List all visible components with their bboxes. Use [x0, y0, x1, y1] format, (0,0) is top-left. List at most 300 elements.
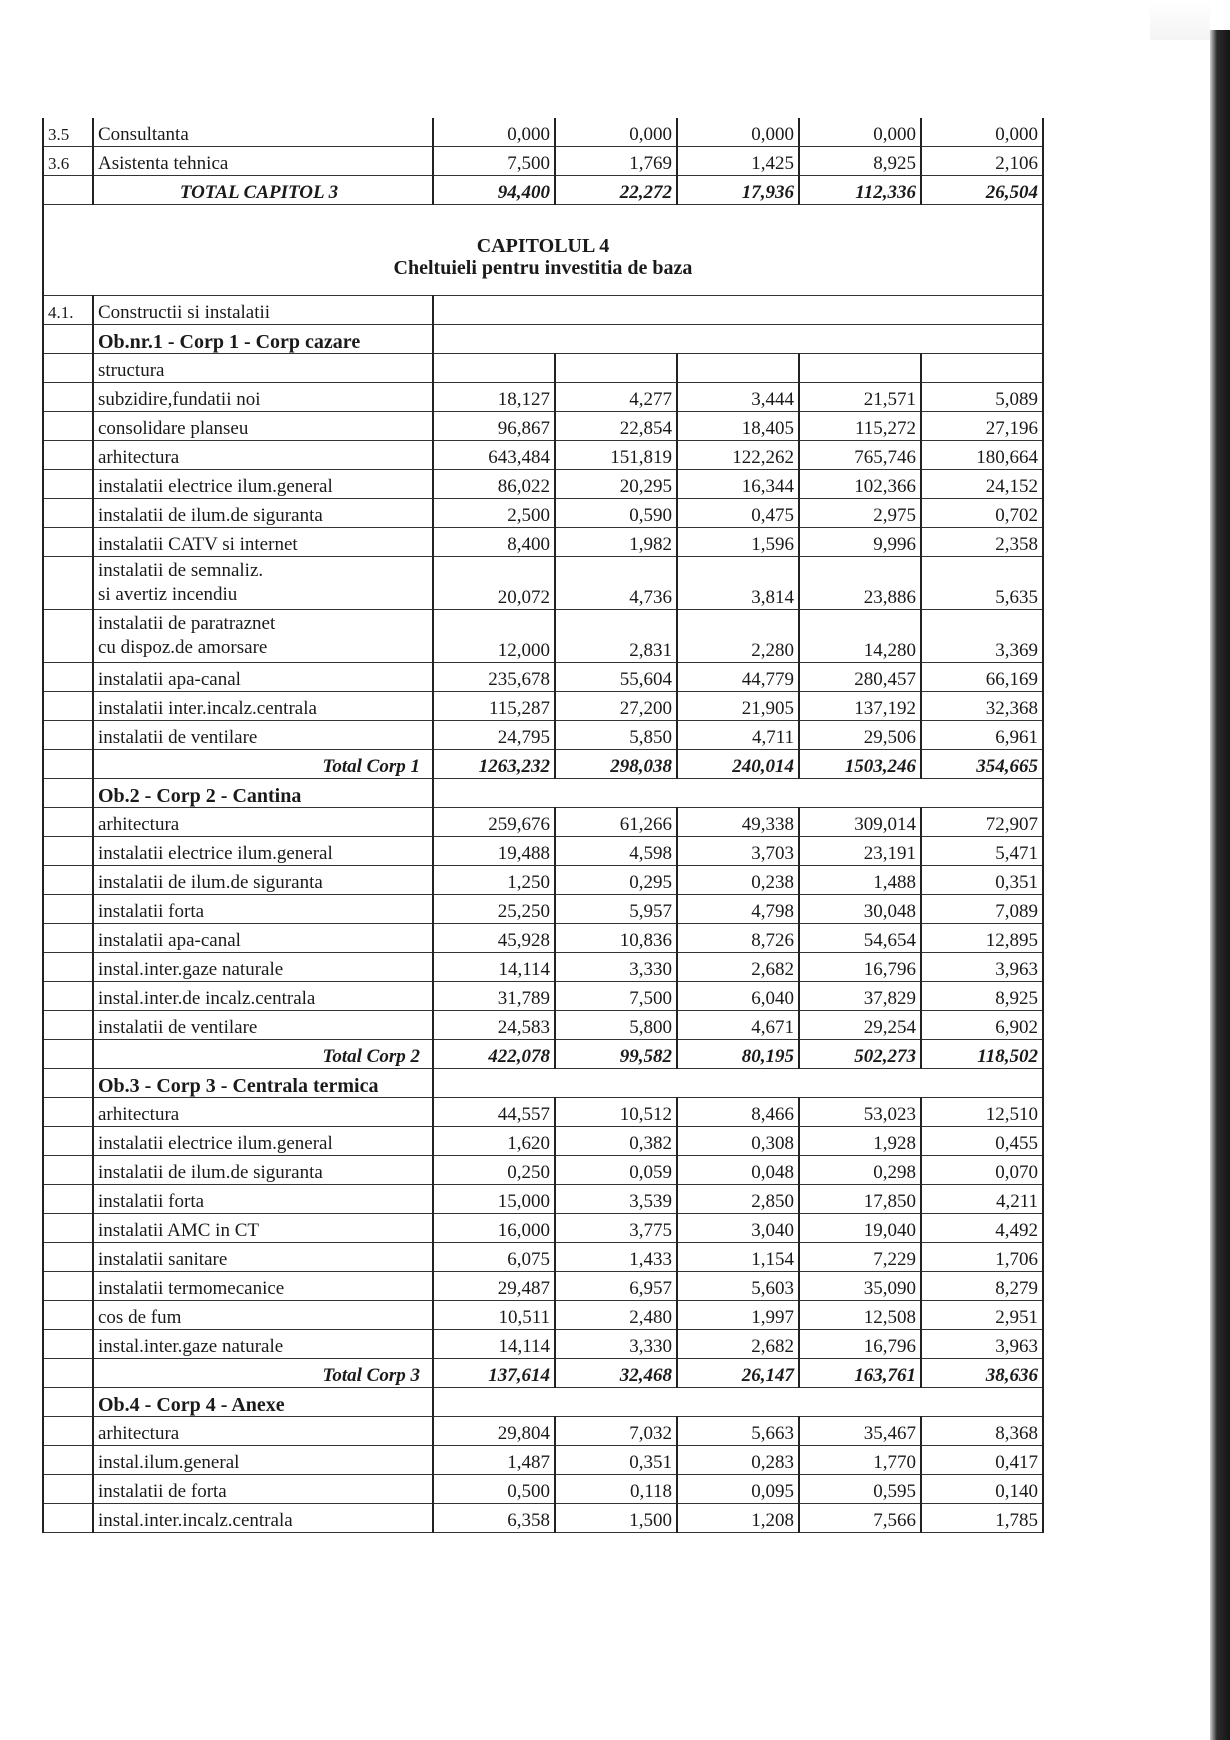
value-cell: 1,620	[433, 1127, 555, 1156]
value-cell: 1,208	[677, 1504, 799, 1533]
row-number	[43, 750, 93, 779]
row-description: instalatii CATV si internet	[93, 528, 433, 557]
row-description: instalatii AMC in CT	[93, 1214, 433, 1243]
table-row	[43, 1127, 1043, 1156]
table-row	[43, 1156, 1043, 1185]
table-row	[43, 953, 1043, 982]
value-cell: 1,433	[555, 1243, 677, 1272]
row-number	[43, 1446, 93, 1475]
value-cell: 8,726	[677, 924, 799, 953]
table-row	[43, 692, 1043, 721]
row-description: instalatii termomecanice	[93, 1272, 433, 1301]
row-number	[43, 1214, 93, 1243]
total-row	[43, 1359, 1043, 1388]
row-description: instalatii sanitare	[93, 1243, 433, 1272]
value-cell: 30,048	[799, 895, 921, 924]
row-number	[43, 176, 93, 205]
row-description-line: si avertiz incendiu	[98, 584, 238, 605]
table-row	[43, 1098, 1043, 1127]
value-cell: 4,211	[921, 1185, 1043, 1214]
value-cell: 4,711	[677, 721, 799, 750]
table-row	[43, 982, 1043, 1011]
row-number	[43, 1417, 93, 1446]
row-description: instalatii forta	[93, 1185, 433, 1214]
row-description: instalatii de ilum.de siguranta	[93, 1156, 433, 1185]
value-cell: 7,566	[799, 1504, 921, 1533]
value-cell	[433, 354, 555, 383]
total-value: 422,078	[433, 1040, 555, 1069]
value-cell: 5,800	[555, 1011, 677, 1040]
value-cell: 0,590	[555, 499, 677, 528]
value-cell: 1,488	[799, 866, 921, 895]
row-description: instal.inter.de incalz.centrala	[93, 982, 433, 1011]
value-cell: 6,902	[921, 1011, 1043, 1040]
row-number	[43, 779, 93, 808]
row-number	[43, 1388, 93, 1417]
value-cell: 1,154	[677, 1243, 799, 1272]
value-cell: 23,191	[799, 837, 921, 866]
table-row	[43, 1330, 1043, 1359]
object-heading-row	[43, 1069, 1043, 1098]
value-cell: 102,366	[799, 470, 921, 499]
budget-document	[42, 118, 1042, 1533]
value-cell: 45,928	[433, 924, 555, 953]
row-number: 4.1.	[43, 296, 93, 325]
value-cell: 0,500	[433, 1475, 555, 1504]
value-cell: 1,770	[799, 1446, 921, 1475]
value-cell: 14,280	[799, 610, 921, 663]
value-cell: 5,603	[677, 1272, 799, 1301]
row-description: instalatii apa-canal	[93, 663, 433, 692]
value-cell: 14,114	[433, 953, 555, 982]
row-description: Consultanta	[93, 118, 433, 147]
value-cell: 0,298	[799, 1156, 921, 1185]
table-row	[43, 808, 1043, 837]
value-cell: 53,023	[799, 1098, 921, 1127]
row-number	[43, 808, 93, 837]
value-cell: 1,785	[921, 1504, 1043, 1533]
total-value: 298,038	[555, 750, 677, 779]
table-row	[43, 1504, 1043, 1533]
total-row	[43, 176, 1043, 205]
value-cell: 2,500	[433, 499, 555, 528]
row-number	[43, 557, 93, 610]
row-number	[43, 837, 93, 866]
value-cell: 0,048	[677, 1156, 799, 1185]
value-cell: 10,512	[555, 1098, 677, 1127]
row-number	[43, 470, 93, 499]
value-cell: 19,488	[433, 837, 555, 866]
value-cell: 0,070	[921, 1156, 1043, 1185]
value-cell: 18,405	[677, 412, 799, 441]
table-row	[43, 528, 1043, 557]
value-cell: 3,444	[677, 383, 799, 412]
row-description	[93, 557, 433, 610]
row-description: instalatii electrice ilum.general	[93, 837, 433, 866]
row-number	[43, 354, 93, 383]
total-label: Total Corp 2	[93, 1040, 433, 1069]
total-value: 17,936	[677, 176, 799, 205]
value-cell: 14,114	[433, 1330, 555, 1359]
table-row	[43, 557, 1043, 610]
value-cell: 29,804	[433, 1417, 555, 1446]
row-description: instal.inter.incalz.centrala	[93, 1504, 433, 1533]
row-description-line: cu dispoz.de amorsare	[98, 637, 268, 658]
value-cell: 122,262	[677, 441, 799, 470]
table-row	[43, 1243, 1043, 1272]
value-cell: 27,196	[921, 412, 1043, 441]
row-description-line: instalatii de paratraznet	[98, 613, 276, 634]
value-cell: 16,796	[799, 1330, 921, 1359]
total-value: 32,468	[555, 1359, 677, 1388]
row-number	[43, 1185, 93, 1214]
table-row	[43, 470, 1043, 499]
value-cell: 3,330	[555, 1330, 677, 1359]
value-cell: 9,996	[799, 528, 921, 557]
value-cell: 35,467	[799, 1417, 921, 1446]
budget-table	[42, 118, 1044, 1533]
row-number	[43, 924, 93, 953]
value-cell: 1,997	[677, 1301, 799, 1330]
value-cell: 0,000	[555, 118, 677, 147]
value-cell: 35,090	[799, 1272, 921, 1301]
value-cell: 7,500	[555, 982, 677, 1011]
value-cell: 0,000	[921, 118, 1043, 147]
value-cell: 19,040	[799, 1214, 921, 1243]
row-number	[43, 982, 93, 1011]
row-description: arhitectura	[93, 808, 433, 837]
value-cell: 3,814	[677, 557, 799, 610]
value-cell: 1,596	[677, 528, 799, 557]
value-cell: 24,152	[921, 470, 1043, 499]
value-cell: 21,905	[677, 692, 799, 721]
object-title: Ob.nr.1 - Corp 1 - Corp cazare	[93, 325, 433, 354]
total-value: 1503,246	[799, 750, 921, 779]
row-number	[43, 528, 93, 557]
row-number	[43, 663, 93, 692]
value-cell: 16,344	[677, 470, 799, 499]
total-value: 502,273	[799, 1040, 921, 1069]
table-row	[43, 383, 1043, 412]
row-number	[43, 1272, 93, 1301]
row-number	[43, 412, 93, 441]
row-number	[43, 895, 93, 924]
value-cell: 1,706	[921, 1243, 1043, 1272]
row-number	[43, 866, 93, 895]
value-cell: 0,283	[677, 1446, 799, 1475]
chapter-heading	[43, 205, 1043, 296]
value-cell: 8,279	[921, 1272, 1043, 1301]
value-cell: 8,368	[921, 1417, 1043, 1446]
table-row	[43, 1446, 1043, 1475]
value-cell: 0,702	[921, 499, 1043, 528]
total-value: 112,336	[799, 176, 921, 205]
value-cell: 22,854	[555, 412, 677, 441]
row-description: instalatii electrice ilum.general	[93, 470, 433, 499]
value-cell: 259,676	[433, 808, 555, 837]
row-number	[43, 325, 93, 354]
value-cell: 5,957	[555, 895, 677, 924]
value-cell: 12,000	[433, 610, 555, 663]
empty-cell	[433, 779, 1043, 808]
value-cell: 0,295	[555, 866, 677, 895]
value-cell	[921, 354, 1043, 383]
total-value: 80,195	[677, 1040, 799, 1069]
total-row	[43, 750, 1043, 779]
object-title: Ob.2 - Corp 2 - Cantina	[93, 779, 433, 808]
row-description: instalatii de ilum.de siguranta	[93, 499, 433, 528]
empty-cell	[433, 325, 1043, 354]
value-cell: 27,200	[555, 692, 677, 721]
value-cell: 8,400	[433, 528, 555, 557]
value-cell: 180,664	[921, 441, 1043, 470]
value-cell: 29,506	[799, 721, 921, 750]
value-cell: 151,819	[555, 441, 677, 470]
row-number	[43, 721, 93, 750]
row-number	[43, 1359, 93, 1388]
value-cell: 16,796	[799, 953, 921, 982]
section-row	[43, 296, 1043, 325]
scan-margin	[1150, 0, 1210, 40]
table-row	[43, 1185, 1043, 1214]
value-cell: 643,484	[433, 441, 555, 470]
value-cell: 7,032	[555, 1417, 677, 1446]
row-number	[43, 1475, 93, 1504]
value-cell: 6,358	[433, 1504, 555, 1533]
table-row	[43, 1272, 1043, 1301]
value-cell: 0,250	[433, 1156, 555, 1185]
value-cell: 4,671	[677, 1011, 799, 1040]
value-cell: 3,963	[921, 953, 1043, 982]
table-row	[43, 147, 1043, 176]
row-description: instalatii forta	[93, 895, 433, 924]
value-cell: 37,829	[799, 982, 921, 1011]
value-cell: 7,089	[921, 895, 1043, 924]
value-cell	[799, 354, 921, 383]
object-title: Ob.4 - Corp 4 - Anexe	[93, 1388, 433, 1417]
row-description: arhitectura	[93, 1417, 433, 1446]
total-label: Total Corp 1	[93, 750, 433, 779]
empty-cell	[433, 296, 1043, 325]
value-cell: 0,059	[555, 1156, 677, 1185]
value-cell: 16,000	[433, 1214, 555, 1243]
empty-cell	[433, 1069, 1043, 1098]
value-cell: 24,583	[433, 1011, 555, 1040]
row-description: instal.ilum.general	[93, 1446, 433, 1475]
total-value: 1263,232	[433, 750, 555, 779]
row-number	[43, 1127, 93, 1156]
value-cell: 54,654	[799, 924, 921, 953]
table-row	[43, 1011, 1043, 1040]
value-cell: 6,075	[433, 1243, 555, 1272]
table-row	[43, 118, 1043, 147]
value-cell: 10,836	[555, 924, 677, 953]
row-description: instalatii de ventilare	[93, 721, 433, 750]
table-row	[43, 610, 1043, 663]
total-value: 22,272	[555, 176, 677, 205]
section-title: Constructii si instalatii	[93, 296, 433, 325]
value-cell: 0,417	[921, 1446, 1043, 1475]
row-number: 3.5	[43, 118, 93, 147]
total-value: 137,614	[433, 1359, 555, 1388]
value-cell: 1,928	[799, 1127, 921, 1156]
value-cell: 4,492	[921, 1214, 1043, 1243]
value-cell: 86,022	[433, 470, 555, 499]
value-cell: 0,351	[921, 866, 1043, 895]
value-cell: 8,925	[921, 982, 1043, 1011]
value-cell: 2,106	[921, 147, 1043, 176]
value-cell: 0,455	[921, 1127, 1043, 1156]
row-number: 3.6	[43, 147, 93, 176]
value-cell: 3,539	[555, 1185, 677, 1214]
value-cell: 2,951	[921, 1301, 1043, 1330]
value-cell: 2,682	[677, 1330, 799, 1359]
value-cell: 72,907	[921, 808, 1043, 837]
object-heading-row	[43, 325, 1043, 354]
row-number	[43, 1504, 93, 1533]
value-cell: 1,769	[555, 147, 677, 176]
value-cell: 21,571	[799, 383, 921, 412]
value-cell: 24,795	[433, 721, 555, 750]
value-cell: 44,557	[433, 1098, 555, 1127]
value-cell: 96,867	[433, 412, 555, 441]
value-cell: 23,886	[799, 557, 921, 610]
row-description: Asistenta tehnica	[93, 147, 433, 176]
value-cell: 1,425	[677, 147, 799, 176]
value-cell: 0,000	[799, 118, 921, 147]
value-cell: 0,238	[677, 866, 799, 895]
row-description: instalatii de forta	[93, 1475, 433, 1504]
total-value: 163,761	[799, 1359, 921, 1388]
value-cell: 2,850	[677, 1185, 799, 1214]
table-row	[43, 895, 1043, 924]
row-number	[43, 1098, 93, 1127]
value-cell: 0,000	[433, 118, 555, 147]
row-description: structura	[93, 354, 433, 383]
value-cell: 2,831	[555, 610, 677, 663]
value-cell: 115,272	[799, 412, 921, 441]
value-cell: 20,295	[555, 470, 677, 499]
value-cell: 0,351	[555, 1446, 677, 1475]
value-cell: 2,480	[555, 1301, 677, 1330]
row-description: consolidare planseu	[93, 412, 433, 441]
value-cell: 3,963	[921, 1330, 1043, 1359]
value-cell: 8,925	[799, 147, 921, 176]
value-cell: 2,280	[677, 610, 799, 663]
value-cell: 66,169	[921, 663, 1043, 692]
value-cell: 137,192	[799, 692, 921, 721]
table-row	[43, 1301, 1043, 1330]
table-row	[43, 1417, 1043, 1446]
value-cell: 20,072	[433, 557, 555, 610]
row-number	[43, 1040, 93, 1069]
value-cell: 12,895	[921, 924, 1043, 953]
table-row	[43, 924, 1043, 953]
total-label: TOTAL CAPITOL 3	[93, 176, 433, 205]
value-cell: 3,775	[555, 1214, 677, 1243]
row-number	[43, 1011, 93, 1040]
value-cell: 17,850	[799, 1185, 921, 1214]
row-number	[43, 499, 93, 528]
value-cell: 0,000	[677, 118, 799, 147]
table-row	[43, 441, 1043, 470]
value-cell	[677, 354, 799, 383]
table-row	[43, 499, 1043, 528]
value-cell: 5,850	[555, 721, 677, 750]
value-cell: 0,118	[555, 1475, 677, 1504]
row-description: instalatii de ilum.de siguranta	[93, 866, 433, 895]
value-cell: 31,789	[433, 982, 555, 1011]
row-description: instalatii de ventilare	[93, 1011, 433, 1040]
value-cell: 1,500	[555, 1504, 677, 1533]
value-cell: 6,957	[555, 1272, 677, 1301]
value-cell: 0,308	[677, 1127, 799, 1156]
value-cell: 765,746	[799, 441, 921, 470]
value-cell: 3,703	[677, 837, 799, 866]
row-description: subzidire,fundatii noi	[93, 383, 433, 412]
scan-shadow-edge	[1210, 30, 1230, 1740]
value-cell: 55,604	[555, 663, 677, 692]
table-row	[43, 866, 1043, 895]
value-cell: 2,975	[799, 499, 921, 528]
value-cell: 7,229	[799, 1243, 921, 1272]
empty-cell	[433, 1388, 1043, 1417]
row-number	[43, 1243, 93, 1272]
row-description-line: instalatii de semnaliz.	[98, 560, 264, 581]
total-label: Total Corp 3	[93, 1359, 433, 1388]
value-cell: 235,678	[433, 663, 555, 692]
total-row	[43, 1040, 1043, 1069]
row-number	[43, 692, 93, 721]
table-row	[43, 1214, 1043, 1243]
value-cell: 280,457	[799, 663, 921, 692]
row-description	[93, 610, 433, 663]
value-cell: 0,140	[921, 1475, 1043, 1504]
value-cell: 3,330	[555, 953, 677, 982]
value-cell: 44,779	[677, 663, 799, 692]
table-row	[43, 721, 1043, 750]
value-cell: 6,961	[921, 721, 1043, 750]
table-row	[43, 663, 1043, 692]
total-value: 26,504	[921, 176, 1043, 205]
value-cell: 12,508	[799, 1301, 921, 1330]
table-row	[43, 354, 1043, 383]
value-cell: 1,250	[433, 866, 555, 895]
total-value: 26,147	[677, 1359, 799, 1388]
value-cell: 12,510	[921, 1098, 1043, 1127]
value-cell: 5,635	[921, 557, 1043, 610]
value-cell	[555, 354, 677, 383]
row-description: instalatii electrice ilum.general	[93, 1127, 433, 1156]
value-cell: 6,040	[677, 982, 799, 1011]
total-value: 118,502	[921, 1040, 1043, 1069]
row-number	[43, 383, 93, 412]
total-value: 240,014	[677, 750, 799, 779]
value-cell: 1,982	[555, 528, 677, 557]
table-row	[43, 412, 1043, 441]
row-description: instal.inter.gaze naturale	[93, 953, 433, 982]
value-cell: 4,598	[555, 837, 677, 866]
total-value: 99,582	[555, 1040, 677, 1069]
value-cell: 8,466	[677, 1098, 799, 1127]
total-value: 38,636	[921, 1359, 1043, 1388]
row-number	[43, 1330, 93, 1359]
total-value: 354,665	[921, 750, 1043, 779]
value-cell: 61,266	[555, 808, 677, 837]
row-number	[43, 441, 93, 470]
row-description: instal.inter.gaze naturale	[93, 1330, 433, 1359]
chapter-heading-row	[43, 205, 1043, 296]
